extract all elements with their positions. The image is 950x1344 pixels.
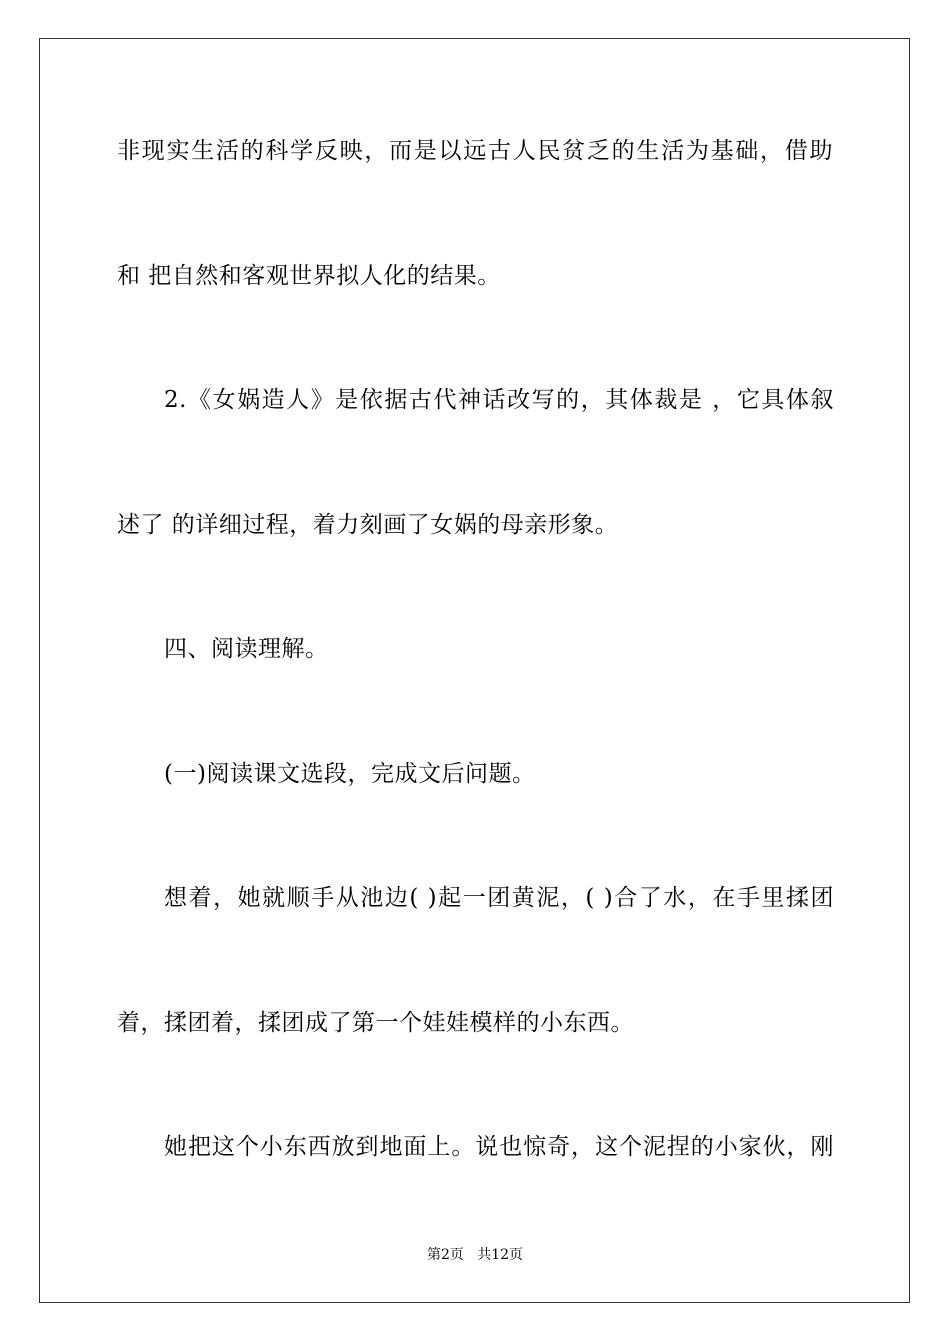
text-line-2: 和 把自然和客观世界拟人化的结果。: [117, 263, 501, 289]
page-number-footer: 第2页 共12页: [426, 1247, 524, 1263]
text-line-1: 非现实生活的科学反映，而是以远古人民贫乏的生活为基础，借助: [117, 138, 833, 164]
text-line-8: 着，揉团着，揉团成了第一个娃娃模样的小东西。: [117, 1010, 634, 1036]
text-line-7: 想着，她就顺手从池边( )起一团黄泥，( )合了水，在手里揉团: [164, 885, 834, 911]
text-line-9: 她把这个小东西放到地面上。说也惊奇，这个泥捏的小家伙，刚: [164, 1134, 834, 1160]
section-heading: 四、阅读理解。: [164, 636, 329, 662]
page-border: [39, 38, 910, 1303]
text-line-4: 述了 的详细过程，着力刻画了女娲的母亲形象。: [117, 512, 619, 538]
text-line-3: 2.《女娲造人》是依据古代神话改写的，其体裁是 ，它具体叙: [164, 387, 834, 413]
subsection-heading: (一)阅读课文选段，完成文后问题。: [164, 761, 536, 787]
